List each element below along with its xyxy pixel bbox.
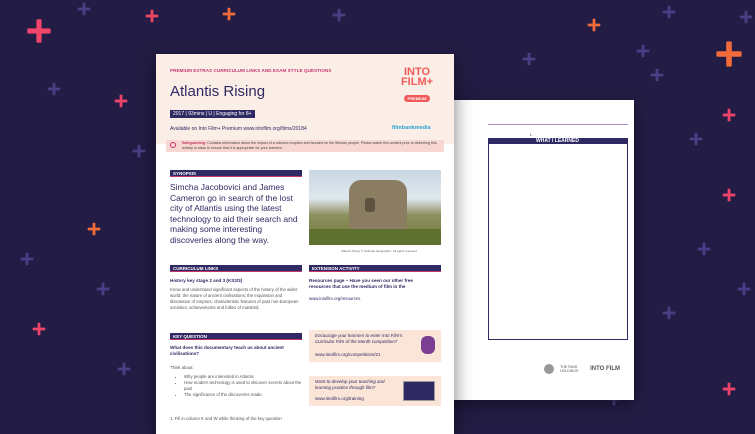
plus-icon (723, 189, 736, 202)
key-question-text: What does this documentary teach us about ancient civilisations? (170, 345, 284, 356)
plus-icon (698, 243, 711, 256)
plus-icon (78, 3, 91, 16)
partner-logo-icon (544, 364, 554, 374)
plus-icon (723, 383, 736, 396)
kwl-table (488, 144, 628, 340)
plus-icon (97, 283, 110, 296)
curriculum-heading: CURRICULUM LINKS (170, 265, 302, 272)
into-film-logo: INTO FILM (590, 366, 620, 372)
page-title: Atlantis Rising (170, 83, 266, 100)
availability-line (170, 126, 307, 132)
column-header-learned: WHAT I LEARNED (536, 138, 579, 144)
grass-shape (309, 229, 441, 245)
award-badge-icon (421, 336, 435, 354)
competition-promo-text: Encourage your learners to enter Into Film's Curricular Film of the Month competition? (315, 333, 403, 344)
film-still-image (309, 170, 441, 245)
stone-tower-shape (349, 180, 407, 230)
plus-icon (663, 307, 676, 320)
competition-link[interactable]: www.intofilm.org/competitions/21 (315, 352, 381, 357)
plus-icon (146, 10, 159, 23)
partner-logo-text: THE FANS HOLDINGS (560, 365, 579, 373)
plus-icon (27, 19, 50, 42)
synopsis-text: Simcha Jacobovici and James Cameron go in search of the lost city of Atlantis using the latest technology to aid their search and making some interesting discoveries along the way. (170, 182, 298, 245)
film-meta-badge: 2017 | 93mins | U | Engaging for 8+ (170, 110, 255, 118)
plus-icon (118, 363, 131, 376)
safeguarding-banner (166, 140, 444, 152)
logo-wordmark: INTO FILM+ (400, 66, 434, 88)
plus-icon (333, 9, 346, 22)
filmbank-logo: filmbankmedia (392, 125, 431, 131)
plus-icon (223, 8, 236, 21)
numbered-instruction: 1. Fill in column K and W while thinking of the key question (170, 416, 282, 421)
divider (488, 124, 628, 125)
plus-icon (588, 19, 601, 32)
plus-icon (663, 6, 676, 19)
warning-icon (170, 142, 176, 148)
plus-icon (115, 95, 128, 108)
footer-logos (544, 364, 620, 374)
safeguarding-label: Safeguarding: (182, 141, 207, 145)
plus-icon (21, 253, 34, 266)
extension-heading: EXTENSION ACTIVITY (309, 265, 441, 272)
column-letter: L (530, 132, 533, 137)
list-item: • How modern technology is used to discover secrets about the past (184, 380, 310, 392)
kicker-text: PREMIUM EXTRAS CURRICULUM LINKS AND EXAM STYLE QUESTIONS (170, 68, 332, 73)
premium-badge: PREMIUM (404, 95, 431, 102)
training-promo (309, 376, 441, 406)
plus-icon (637, 45, 650, 58)
think-about-label: Think about: (170, 365, 194, 370)
plus-icon (88, 223, 101, 236)
into-film-logo (394, 67, 440, 105)
plus-icon (651, 69, 664, 82)
training-promo-text: Want to develop your teaching and learning practice through film? (315, 379, 385, 390)
list-item: • Why people are interested in Atlantis (184, 374, 310, 380)
plus-icon (716, 41, 741, 66)
plus-icon (740, 11, 753, 24)
curriculum-subheading: History key stage 2 and 3 (KS2/3) (170, 278, 243, 283)
plus-icon (723, 109, 736, 122)
availability-link[interactable]: www.intofilm.org/films/20184 (243, 126, 307, 132)
plus-icon (133, 145, 146, 158)
plus-icon (48, 83, 61, 96)
laptop-icon (403, 381, 435, 401)
worksheet-front-page (156, 54, 454, 434)
key-question-points (176, 374, 310, 398)
list-item: • The significance of the discoveries made. (184, 392, 310, 398)
plus-icon (523, 53, 536, 66)
competition-promo (309, 330, 441, 362)
safeguarding-text: Contains information about the impact of a volcanic eruption and tsunami on the Minoan people. Please watch this content prior to delivering this activity in class to ensure that it is appropriate for your learners. (182, 141, 437, 150)
key-question-heading: KEY QUESTION (170, 333, 302, 340)
resources-link[interactable]: www.intofilm.org/resources (309, 296, 361, 301)
training-link[interactable]: www.intofilm.org/training (315, 396, 364, 401)
synopsis-heading: SYNOPSIS (170, 170, 302, 177)
plus-icon (33, 323, 46, 336)
extension-text: Resources page – Have you seen our other free resources that use the medium of film in the (309, 278, 413, 289)
photo-caption: Atlantis Rising © National Geographic. All rights reserved (341, 249, 417, 253)
plus-icon (738, 283, 751, 296)
availability-label: Available on Into Film+ Premium (170, 126, 243, 132)
curriculum-text: Know and understand significant aspects of the history of the wider world: the nature of ancient civilisations; the expansion and dissolution of empires; characteristic features of past non-European societies; achievements and follies of mankind. (170, 287, 299, 310)
plus-icon (690, 133, 703, 146)
